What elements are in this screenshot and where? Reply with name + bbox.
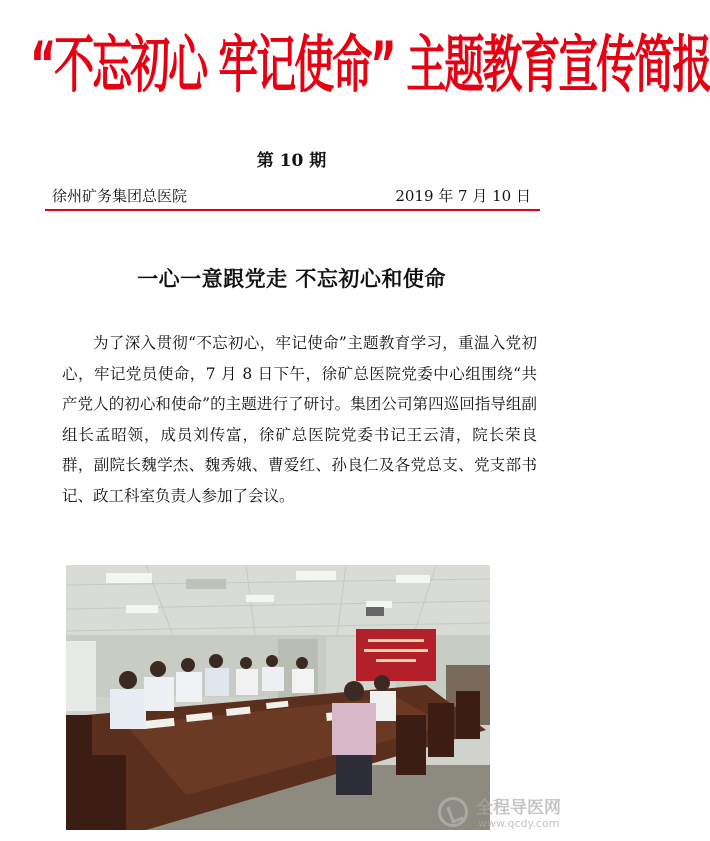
publish-date: 2019 年 7 月 10 日 [395, 187, 531, 205]
watermark-site-name: 全程导医网 [476, 798, 561, 818]
publisher-name: 徐州矿务集团总医院 [52, 187, 188, 205]
red-divider-line [45, 209, 540, 211]
meeting-photo [66, 565, 490, 830]
watermark-url: www.qcdy.com [478, 817, 560, 830]
publisher-date-row [52, 185, 531, 206]
article-title: 一心一意跟党走 不忘初心和使命 [137, 266, 446, 291]
issue-number: 第 10 期 [256, 151, 327, 171]
bulletin-masthead-title: “不忘初心 牢记使命” 主题教育宣传简报 [30, 30, 710, 102]
site-watermark [438, 793, 578, 839]
watermark-logo-icon [438, 797, 468, 827]
article-body: 为了深入贯彻“不忘初心，牢记使命”主题教育学习，重温入党初心，牢记党员使命，7 月 8 日下午，徐矿总医院党委中心组围绕“共产党人的初心和使命”的主题进行了研讨。集团公司第四巡回指导组副组长孟昭领，成员刘传富，徐矿总医院党委书记王云清，院长荣良群，副院长魏学杰、魏秀娥、曹爱红、孙良仁及各党总支、党支部书记、政工科室负责人参加了会议。 [62, 334, 537, 505]
